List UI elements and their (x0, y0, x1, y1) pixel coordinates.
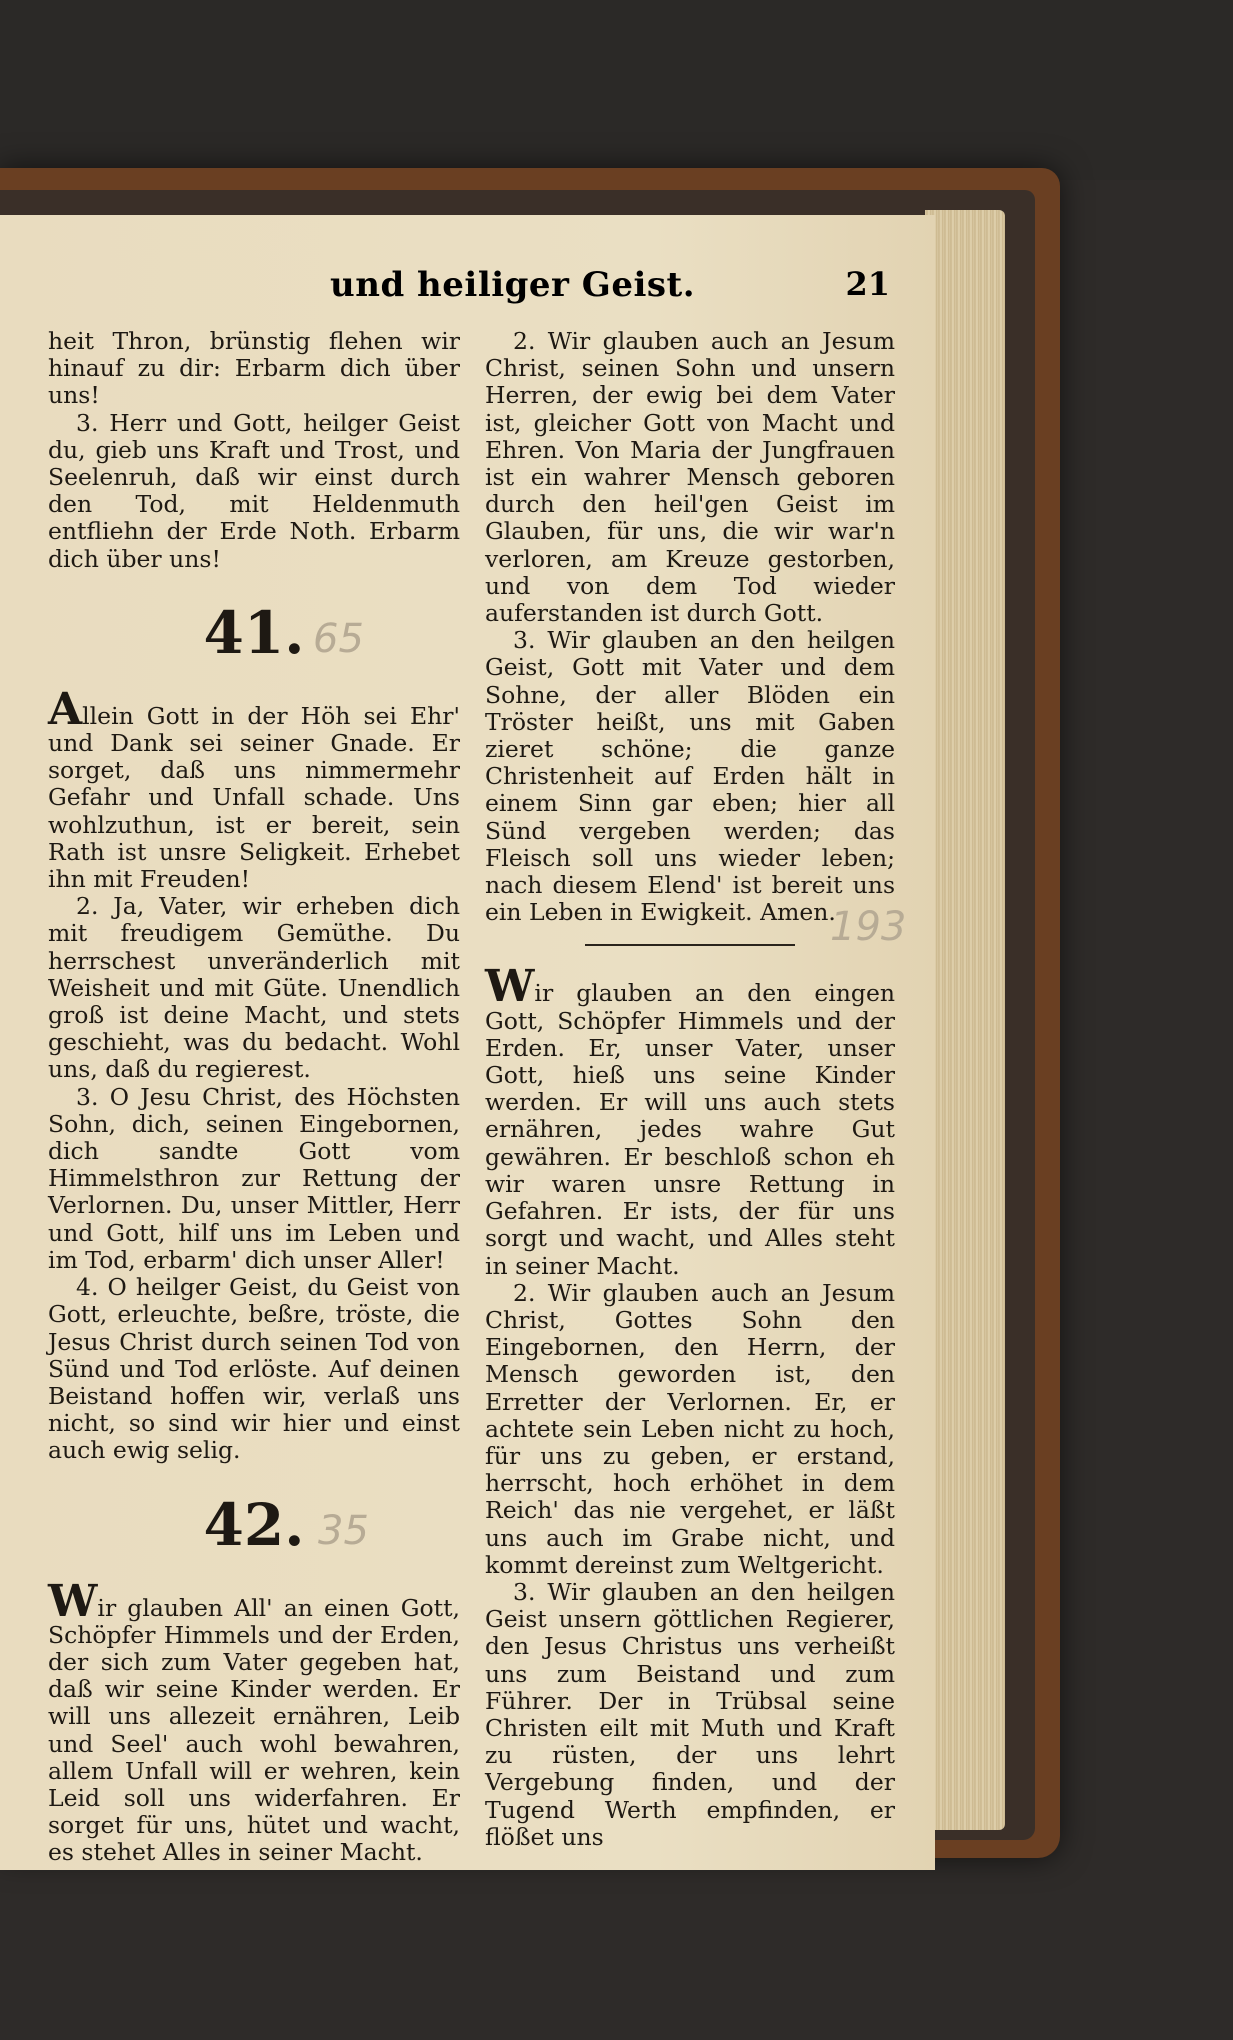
hymn-41-verse-1 (48, 683, 460, 894)
hymn-b-verse-1 (485, 961, 895, 1280)
background-top (0, 0, 1233, 180)
verse-3: 3. Herr und Gott, heilger Geist du, gieb uns Kraft und Trost, und Seelenruh, daß wir einst durch den Tod, mit Heldenmuth entfliehn der Erde Noth. Erbarm dich über uns! (48, 408, 460, 573)
verse-text: ir glauben All' an einen Gott, Schöpfer Himmels und der Erden, der sich zum Vater gegeben hat, daß wir seine Kinder werden. Er will uns allezeit ernähren, Leib und Seel' auch wohl bewahren, allem Unfall will er wehren, kein Leid soll uns widerfahren. Er sorget für uns, hütet und wacht, es stehet Alles in seiner Macht. (48, 1593, 460, 1867)
page-edges (925, 210, 1005, 1830)
hymn-42-verse-1 (48, 1575, 460, 1867)
pencil-annotation: 193 (830, 904, 907, 951)
pencil-annotation: 65 (313, 615, 364, 662)
hymn-number-41 (48, 598, 460, 667)
hymn-41-verse-2: 2. Ja, Vater, wir erheben dich mit freudigem Gemüthe. Du herrschest unveränderlich mit Weisheit und mit Güte. Unendlich groß ist deine Macht, und stets geschieht, was du bedacht. Wohl uns, daß du regierest. (48, 892, 460, 1084)
verse-text: llein Gott in der Höh sei Ehr' und Dank sei seiner Gnade. Er sorget, daß uns nimmermehr Gefahr und Unfall schade. Uns wohlzuthun, ist er bereit, sein Rath ist unsre Seligkeit. Erhebet ihn mit Freuden! (48, 701, 460, 894)
hymn-41-verse-3: 3. O Jesu Christ, des Höchsten Sohn, dich, seinen Eingebornen, dich sandte Gott vom Himmelsthron zur Rettung der Verlornen. Du, unser Mittler, Herr und Gott, hilf uns im Leben und im Tod, erbarm' dich unser Aller! (48, 1082, 460, 1274)
hymn-42-verse-3: 3. Wir glauben an den heilgen Geist, Gott mit Vater und dem Sohne, der aller Blöden ein Tröster heißt, uns mit Gaben zieret schöne; die ganze Christenheit auf Erden hält in einem Sinn gar eben; hier all Sünd vergeben werden; das Fleisch soll uns wieder leben; nach diesem Elend' ist bereit uns ein Leben in Ewigkeit. Amen. (485, 626, 895, 927)
left-column (48, 328, 460, 1867)
right-column (485, 327, 907, 1851)
hymn-b-verse-3: 3. Wir glauben an den heilgen Geist unsern göttlichen Regierer, den Jesus Christus uns verheißt uns zum Beistand und zum Führer. Der in Trübsal seine Christen eilt mit Muth und Kraft zu rüsten, der uns lehrt Vergebung finden, und der Tugend Werth empfinden, er flößet uns (485, 1577, 895, 1851)
drop-cap: A (48, 683, 83, 735)
hymn-41-verse-4: 4. O heilger Geist, du Geist von Gott, erleuchte, beßre, tröste, die Jesus Christ durch seinen Tod von Sünd und Tod erlöste. Auf deinen Beistand hoffen wir, verlaß uns nicht, so sind wir hier und einst auch ewig selig. (48, 1273, 460, 1465)
page-header (300, 265, 900, 313)
verse-continuation: heit Thron, brünstig flehen wir hinauf zu dir: Erbarm dich über uns! (48, 327, 460, 410)
verse-text: ir glauben an den eingen Gott, Schöpfer Himmels und der Erden. Er, unser Vater, unser Gott, hieß uns seine Kinder werden. Er will uns auch stets ernähren, jedes wahre Gut gewähren. Er beschloß schon eh wir waren unsre Rettung in Gefahren. Er ists, der für uns sorgt und wacht, und Alles steht in seiner Macht. (485, 979, 895, 1280)
hymn-b-verse-2: 2. Wir glauben auch an Jesum Christ, Gottes Sohn den Eingebornen, den Herrn, der Mensch geworden ist, den Erretter der Verlornen. Er, er achtete sein Leben nicht zu hoch, für uns zu geben, er erstand, herrscht, hoch erhöhet in dem Reich' das nie vergehet, er läßt uns auch im Grabe nicht, und kommt dereinst zum Weltgericht. (485, 1278, 895, 1579)
section-divider (585, 904, 907, 951)
pencil-annotation: 35 (318, 1507, 369, 1554)
drop-cap: W (485, 961, 535, 1013)
hymn-number-42 (48, 1490, 460, 1559)
hymn-number-text: 41. (203, 598, 305, 667)
hymn-number-text: 42. (203, 1490, 305, 1559)
page-number: 21 (845, 265, 890, 303)
hymn-42-verse-2: 2. Wir glauben auch an Jesum Christ, seinen Sohn und unsern Herren, der ewig bei dem Vater ist, gleicher Gott von Macht und Ehren. Von Maria der Jungfrauen ist ein wahrer Mensch geboren durch den heil'gen Geist im Glauben, für uns, die wir war'n verloren, am Kreuze gestorben, und von dem Tod wieder auferstanden ist durch Gott. (485, 327, 895, 628)
running-title: und heiliger Geist. (330, 265, 696, 305)
drop-cap: W (48, 1575, 98, 1627)
